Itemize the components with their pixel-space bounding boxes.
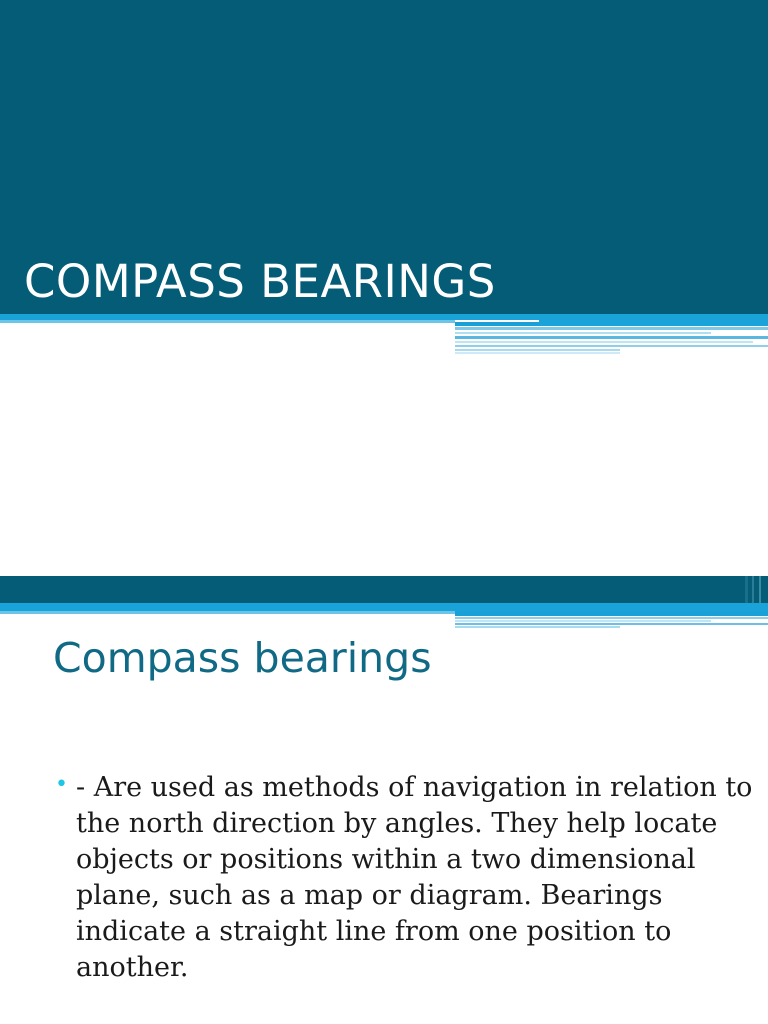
- bullet-item: [55, 770, 755, 986]
- content-slide: [0, 576, 768, 1024]
- bullet-list: [55, 770, 755, 986]
- top-band: [0, 576, 768, 603]
- slide-heading: Compass bearings: [53, 634, 432, 682]
- bullet-text: - Are used as methods of navigation in relation to the north direction by angles. They help locate objects or positions within a two dimensional plane, such as a map or diagram. Bearings indicate a straight line from one position to another.: [76, 772, 753, 983]
- bullet-dot-icon: •: [55, 772, 68, 797]
- slide-title: COMPASS BEARINGS: [24, 255, 496, 308]
